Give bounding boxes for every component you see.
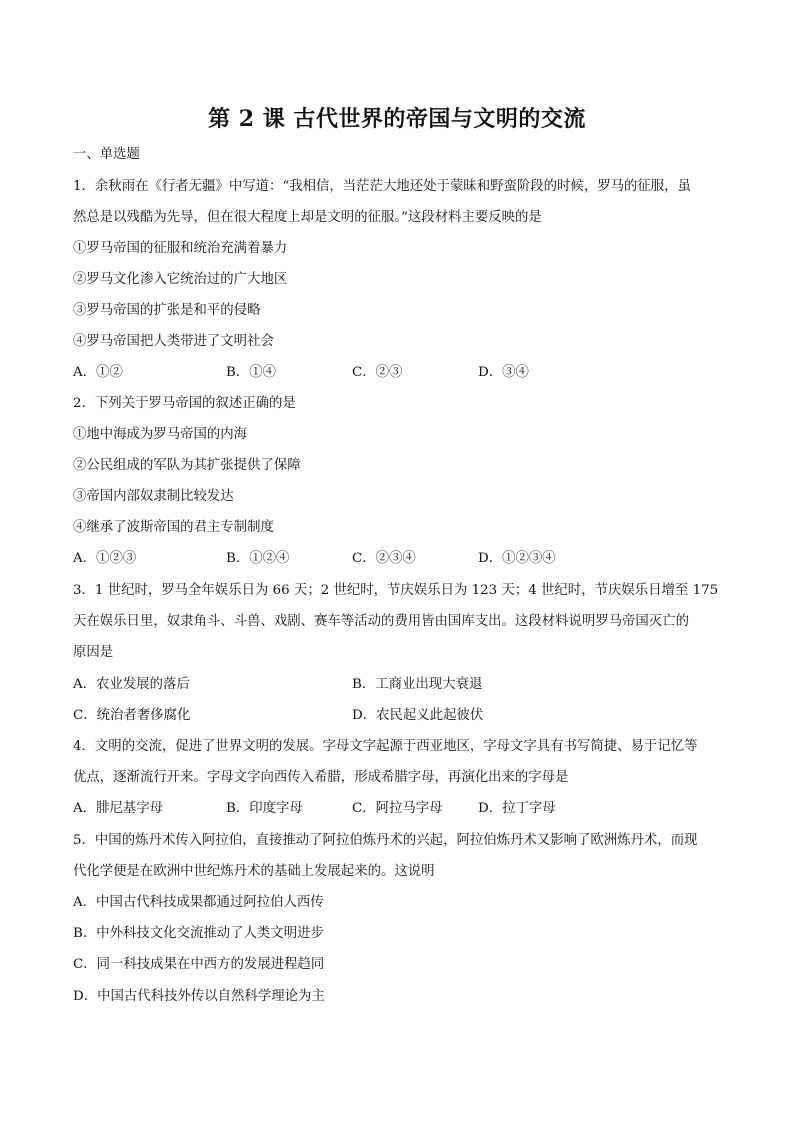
q5-stem-line-2: 代化学便是在欧洲中世纪炼丹术的基础上发展起来的。这说明 (73, 864, 435, 879)
q5-option-b: B．中外科技文化交流推动了人类文明进步 (73, 926, 324, 941)
q4-option-d: D．拉丁字母 (478, 801, 556, 816)
section-heading: 一、单选题 (73, 147, 140, 162)
q1-option-a: A．①② (73, 365, 123, 380)
q4-option-a: A．腓尼基字母 (73, 801, 164, 816)
q1-item-3: ③罗马帝国的扩张是和平的侵略 (73, 303, 261, 318)
q2-option-a: A．①②③ (73, 551, 137, 566)
q2-option-c: C．②③④ (352, 551, 416, 566)
q5-option-c: C．同一科技成果在中西方的发展进程趋同 (73, 957, 325, 972)
q5-stem-line-1: 5．中国的炼丹术传入阿拉伯，直接推动了阿拉伯炼丹术的兴起，阿拉伯炼丹术又影响了欧洲炼丹术，而现 (73, 833, 698, 848)
q1-option-d: D．③④ (478, 365, 529, 380)
q2-item-3: ③帝国内部奴隶制比较发达 (73, 489, 234, 504)
q1-option-c: C．②③ (352, 365, 403, 380)
q2-item-4: ④继承了波斯帝国的君主专制制度 (73, 520, 274, 535)
q5-option-a: A．中国古代科技成果都通过阿拉伯人西传 (73, 895, 324, 910)
q1-item-4: ④罗马帝国把人类带进了文明社会 (73, 334, 274, 349)
q2-option-b: B．①②④ (226, 551, 290, 566)
q4-stem-line-2: 优点，逐渐流行开来。字母文字向西传入希腊，形成希腊字母，再演化出来的字母是 (73, 770, 569, 785)
q2-item-2: ②公民组成的军队为其扩张提供了保障 (73, 458, 301, 473)
q4-stem-line-1: 4．文明的交流，促进了世界文明的发展。字母文字起源于西亚地区，字母文字具有书写简捷、易于记忆等 (73, 739, 698, 754)
q5-option-d: D．中国古代科技外传以自然科学理论为主 (73, 989, 325, 1004)
q1-option-b: B．①④ (226, 365, 277, 380)
page-title: 第 2 课 古代世界的帝国与文明的交流 (208, 106, 586, 132)
q3-option-d: D．农民起义此起彼伏 (352, 708, 484, 723)
q4-option-c: C．阿拉马字母 (352, 801, 443, 816)
q3-option-b: B．工商业出现大衰退 (352, 677, 483, 692)
q1-stem-line-2: 然总是以残酷为先导，但在很大程度上却是文明的征服。”这段材料主要反映的是 (73, 210, 542, 225)
q3-option-a: A．农业发展的落后 (73, 677, 190, 692)
q3-stem-line-2: 天在娱乐日里，奴隶角斗、斗兽、戏剧、赛车等活动的费用皆由国库支出。这段材料说明罗马帝国灭亡的 (73, 614, 689, 629)
q4-option-b: B．印度字母 (226, 801, 303, 816)
q1-item-2: ②罗马文化渗入它统治过的广大地区 (73, 272, 288, 287)
q3-option-c: C．统治者奢侈腐化 (73, 708, 191, 723)
q2-option-d: D．①②③④ (478, 551, 556, 566)
q2-item-1: ①地中海成为罗马帝国的内海 (73, 427, 248, 442)
q3-stem-line-1: 3．1 世纪时，罗马全年娱乐日为 66 天；2 世纪时，节庆娱乐日为 123 天；4 世纪时，节庆娱乐日增至 175 (73, 583, 719, 598)
q1-stem-line-1: 1．余秋雨在《行者无疆》中写道：“我相信，当茫茫大地还处于蒙昧和野蛮阶段的时候，罗马的征服，虽 (73, 179, 691, 194)
q1-item-1: ①罗马帝国的征服和统治充满着暴力 (73, 241, 288, 256)
q2-stem-line-1: 2．下列关于罗马帝国的叙述正确的是 (73, 396, 296, 411)
q3-stem-line-3: 原因是 (73, 645, 114, 660)
